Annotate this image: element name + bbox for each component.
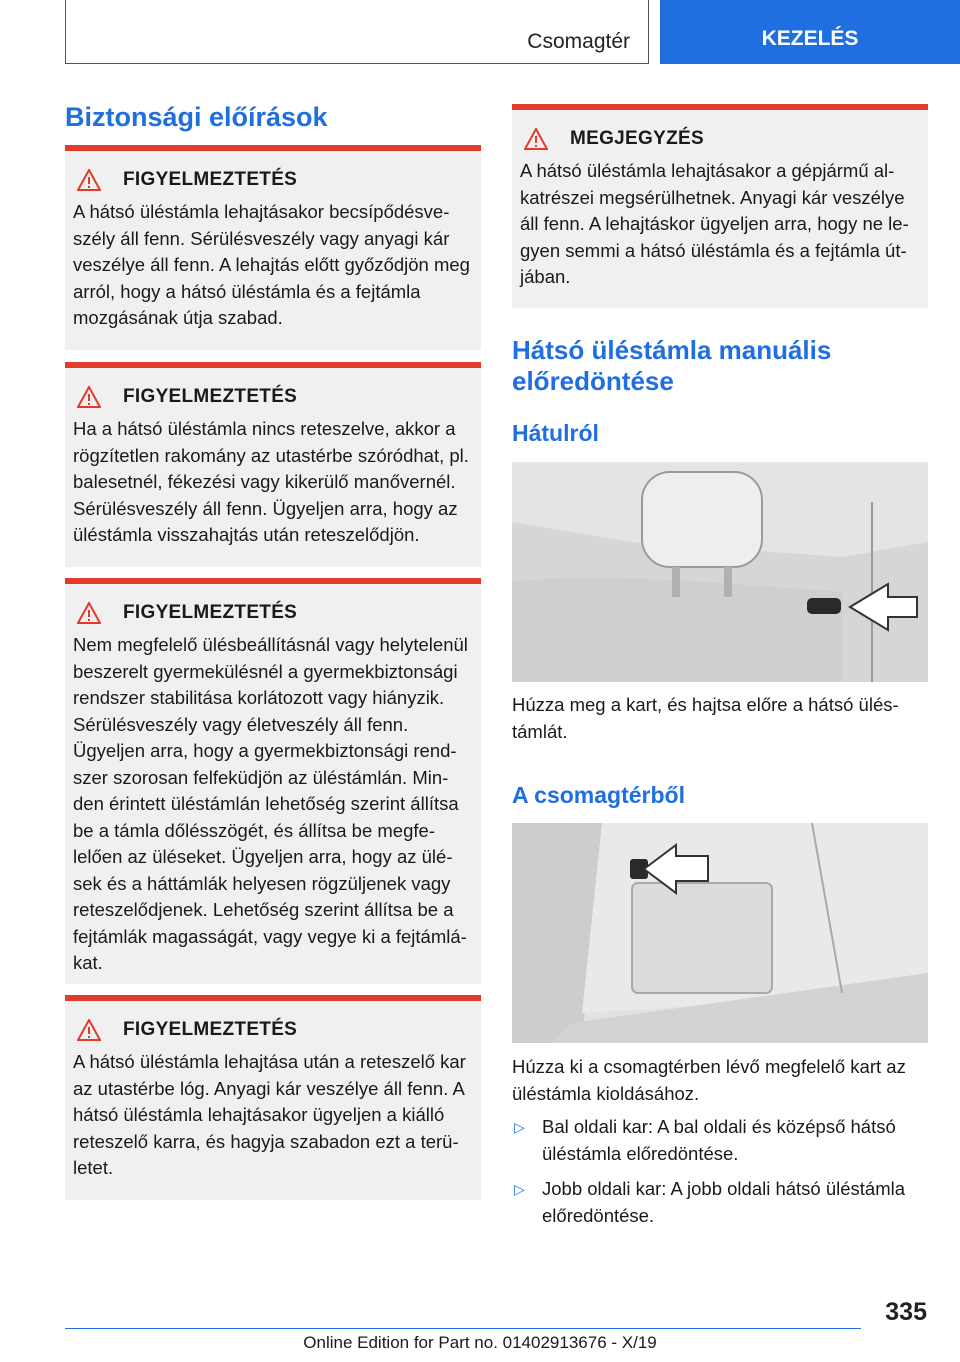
subsection-heading-block: [512, 335, 928, 397]
lever-options-list: [512, 1114, 928, 1238]
seat-lever-figure-trunk: [512, 823, 928, 1043]
warning-label: FIGYELMEZTETÉS: [123, 386, 298, 407]
triangle-bullet-icon: ▷: [514, 1181, 525, 1197]
footer-edition-text: Online Edition for Part no. 01402913676 - X/19: [303, 1333, 657, 1352]
warning-text: A hátsó üléstámla lehajtása után a reteszelő kar az utastérbe lóg. Anyagi kár veszélye áll fenn. A hátsó üléstámla lehajtásakor ügyeljen a kiálló reteszelő karra, és hagyja szabadon ezt a területet.: [73, 1051, 466, 1178]
warning-triangle-icon: [77, 169, 101, 191]
warning-header: [77, 602, 473, 624]
warning-text: A hátsó üléstámla lehajtásakor becsípődésveszély áll fenn. Sérülésveszély vagy anyagi kár veszélye áll fenn. A lehajtás előtt győződjön meg arról, hogy a hátsó üléstámla és a fejtámla mozgásának útja szabad.: [73, 201, 470, 328]
warning-label: FIGYELMEZTETÉS: [123, 169, 298, 190]
footer-divider: [65, 1328, 861, 1329]
page-number: 335: [885, 1298, 927, 1326]
warning-triangle-icon: [524, 128, 548, 150]
warning-label: FIGYELMEZTETÉS: [123, 1019, 298, 1040]
header-chapter-tab: KEZELÉS: [660, 0, 960, 64]
warning-header: [77, 386, 473, 408]
list-item-text: Jobb oldali kar: A jobb oldali hátsó üléstámla előredöntése.: [542, 1178, 906, 1226]
warning-text: Ha a hátsó üléstámla nincs reteszelve, akkor a rögzítetlen rakomány az utastérbe szóródhat, pl. balesetnél, fékezési vagy kikerülő manővernél. Sérülésveszély áll fenn. Ügyeljen arra, hogy az üléstámla visszahajtás után reteszelődjön.: [73, 418, 469, 545]
warning-label: FIGYELMEZTETÉS: [123, 602, 298, 623]
warning-header: [77, 169, 473, 191]
warning-box-4: [65, 995, 481, 1200]
note-text: A hátsó üléstámla lehajtásakor a gépjármű alkatrészei megsérülhetnek. Anyagi kár veszélye áll fenn. A lehajtáskor ügyeljen arra, hogy ne legyen semmi a hátsó üléstámla és a fejtámla útjában.: [520, 160, 909, 287]
warning-triangle-icon: [77, 1019, 101, 1041]
warning-box-2: [65, 362, 481, 567]
seat-backrest-illustration: [512, 462, 928, 682]
list-item: [512, 1176, 928, 1229]
warning-header: [77, 1019, 473, 1041]
footer: [0, 1333, 960, 1353]
note-label: MEGJEGYZÉS: [570, 128, 704, 149]
header-section-title: Csomagtér: [527, 30, 630, 53]
warning-triangle-icon: [77, 602, 101, 624]
note-box: [512, 104, 928, 308]
trunk-interior-illustration: [512, 823, 928, 1043]
warning-box-3: [65, 578, 481, 984]
warning-triangle-icon: [77, 386, 101, 408]
section-title: Biztonsági előírások: [65, 102, 328, 132]
subsection-title: Hátsó üléstámla manuális előredöntése: [512, 335, 832, 396]
list-item-text: Bal oldali kar: A bal oldali és középső hátsó üléstámla előredöntése.: [542, 1116, 896, 1164]
note-header: [524, 128, 920, 150]
caption-from-trunk: Húzza ki a csomagtérben lévő megfelelő kart az üléstámla kioldásához.: [512, 1056, 906, 1104]
triangle-bullet-icon: ▷: [514, 1119, 525, 1135]
heading-from-rear: Hátulról: [512, 420, 599, 446]
warning-box-1: [65, 145, 481, 350]
heading-from-trunk: A csomagtérből: [512, 782, 685, 808]
list-item: [512, 1114, 928, 1167]
warning-text: Nem megfelelő ülésbeállításnál vagy helytelenül beszerelt gyermekülésnél a gyermekbiztonsági rendszer stabilitása korlátozott vagy hiányzik. Sérülésveszély vagy életveszély áll fenn. Ügyeljen arra, hogy a gyermekbiztonsági rendszer szorosan felfeküdjön az üléstámlán. Minden érintett üléstámlán lehetőség szerint állítsa be a támla dőlésszögét, és állítsa be megfelelően az üléseket. Ügyeljen arra, hogy az ülések és a háttámlák helyesen rögzüljenek vagy reteszelődjenek. Lehetőség szerint állítsa be a fejtámlák magasságát, vagy vegye ki a fejtámlákat.: [73, 634, 468, 973]
seat-lever-figure-rear: [512, 462, 928, 682]
caption-from-rear: Húzza meg a kart, és hajtsa előre a hátsó üléstámlát.: [512, 694, 899, 742]
